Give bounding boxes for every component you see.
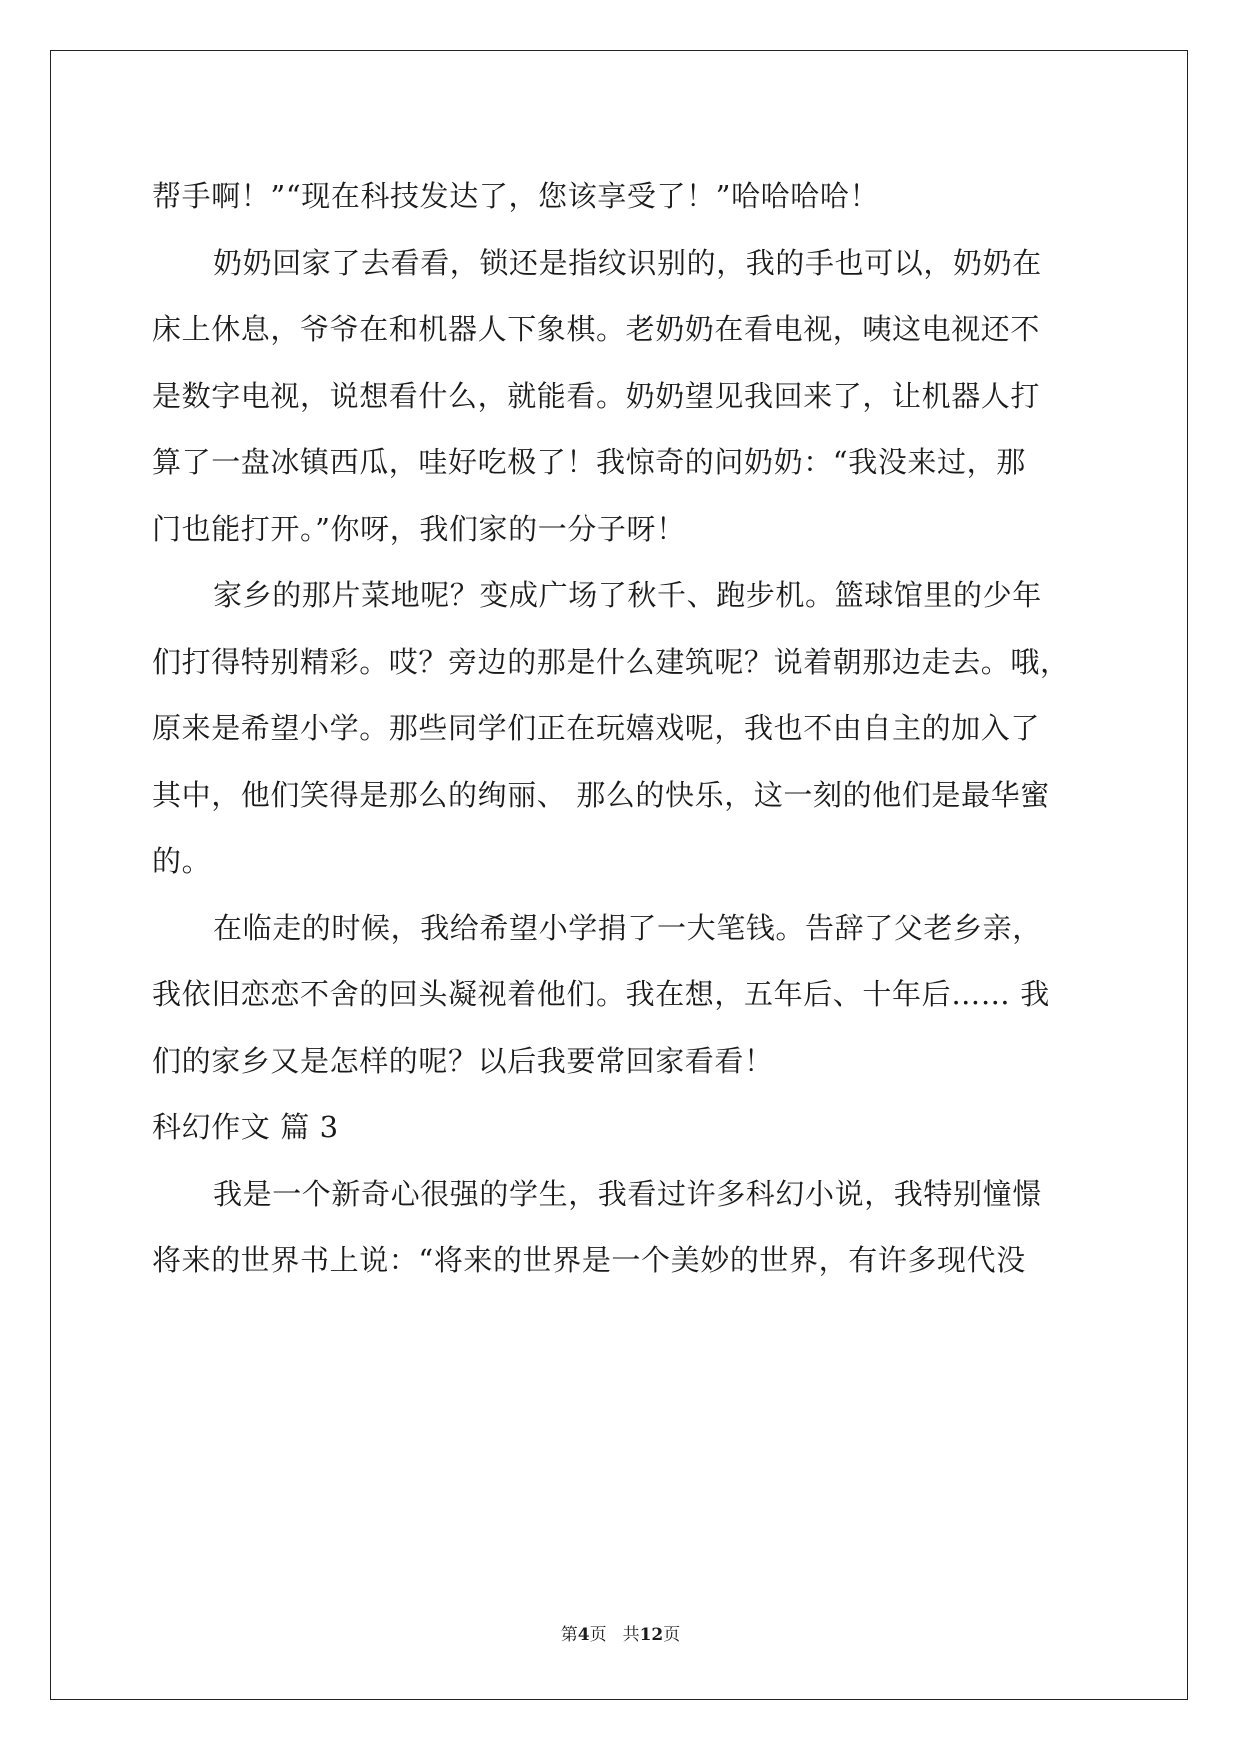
section-heading: 科幻作文 篇 3 xyxy=(152,1110,339,1144)
document-body xyxy=(152,163,1092,1294)
page-footer xyxy=(0,1623,1241,1647)
text-line-4: 是数字电视，说想看什么，就能看。奶奶望见我回来了，让机器人打 xyxy=(152,378,1041,413)
footer-total-prefix: 共 xyxy=(622,1625,640,1645)
text-line-3: 床上休息，爷爷在和机器人下象棋。老奶奶在看电视，咦这电视还不 xyxy=(152,312,1041,346)
text-line-11: 的。 xyxy=(152,844,212,878)
text-line-1: 帮手啊！”“现在科技发达了，您该享受了！”哈哈哈哈！ xyxy=(152,179,880,213)
footer-prefix: 第 xyxy=(560,1625,578,1645)
text-line-10: 其中，他们笑得是那么的绚丽、 那么的快乐，这一刻的他们是最华蜜 xyxy=(152,777,1050,812)
text-line-2: 奶奶回家了去看看，锁还是指纹识别的，我的手也可以，奶奶在 xyxy=(213,245,1042,280)
text-line-8: 们打得特别精彩。哎？旁边的那是什么建筑呢？说着朝那边走去。哦， xyxy=(152,644,1070,679)
text-line-12: 在临走的时候，我给希望小学捐了一大笔钱。告辞了父老乡亲， xyxy=(213,910,1042,945)
total-page-count: 12 xyxy=(639,1625,664,1645)
text-line-9: 原来是希望小学。那些同学们正在玩嬉戏呢，我也不由自主的加入了 xyxy=(152,711,1041,745)
footer-page-unit: 页 xyxy=(589,1625,607,1645)
current-page-number: 4 xyxy=(577,1625,590,1645)
text-line-6: 门也能打开。”你呀，我们家的一分子呀！ xyxy=(152,511,686,546)
text-line-7: 家乡的那片菜地呢？变成广场了秋千、跑步机。篮球馆里的少年 xyxy=(213,578,1042,612)
footer-total-unit: 页 xyxy=(663,1625,681,1645)
text-line-13: 我依旧恋恋不舍的回头凝视着他们。我在想，五年后、十年后…… 我 xyxy=(152,977,1050,1011)
text-line-17: 将来的世界书上说：“将来的世界是一个美妙的世界，有许多现代没 xyxy=(152,1243,1026,1277)
text-line-16: 我是一个新奇心很强的学生，我看过许多科幻小说，我特别憧憬 xyxy=(213,1176,1042,1211)
text-line-14: 们的家乡又是怎样的呢？以后我要常回家看看！ xyxy=(152,1043,774,1078)
text-line-5: 算了一盘冰镇西瓜，哇好吃极了！我惊奇的问奶奶：“我没来过，那 xyxy=(152,445,1026,479)
